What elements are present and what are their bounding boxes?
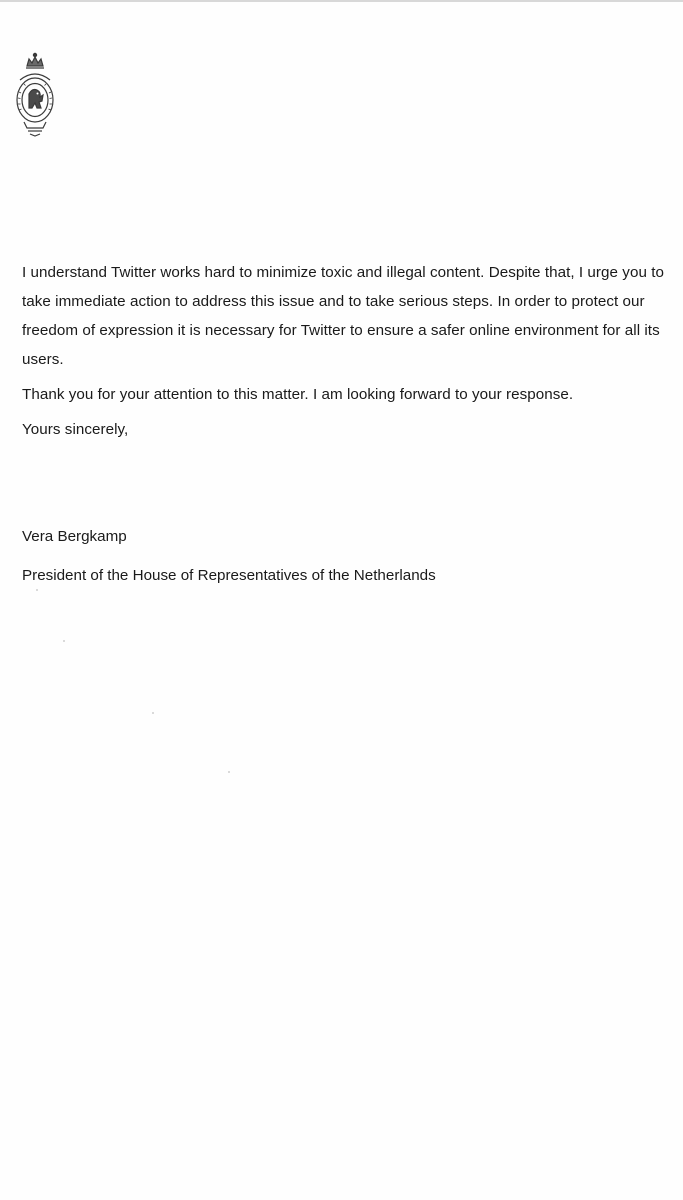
closing-salutation: Yours sincerely, [22, 421, 129, 438]
letter-body [22, 258, 672, 444]
paper-speck [63, 640, 65, 642]
paragraph-main: I understand Twitter works hard to minimize toxic and illegal content. Despite that, I urge you to take immediate action to address this issue and to take serious steps. In order to protect our freedom of expression it is necessary for Twitter to ensure a safer online environment for all its users. [22, 264, 664, 368]
signatory-title: President of the House of Representatives of the Netherlands [22, 567, 436, 584]
paper-speck [36, 589, 38, 591]
paragraph-thanks: Thank you for your attention to this matter. I am looking forward to your response. [22, 386, 574, 403]
signatory-name: Vera Bergkamp [22, 528, 127, 545]
coat-of-arms-icon [10, 50, 60, 138]
paper-speck [228, 771, 230, 773]
paper-speck [152, 712, 154, 714]
page-top-edge [0, 0, 683, 2]
